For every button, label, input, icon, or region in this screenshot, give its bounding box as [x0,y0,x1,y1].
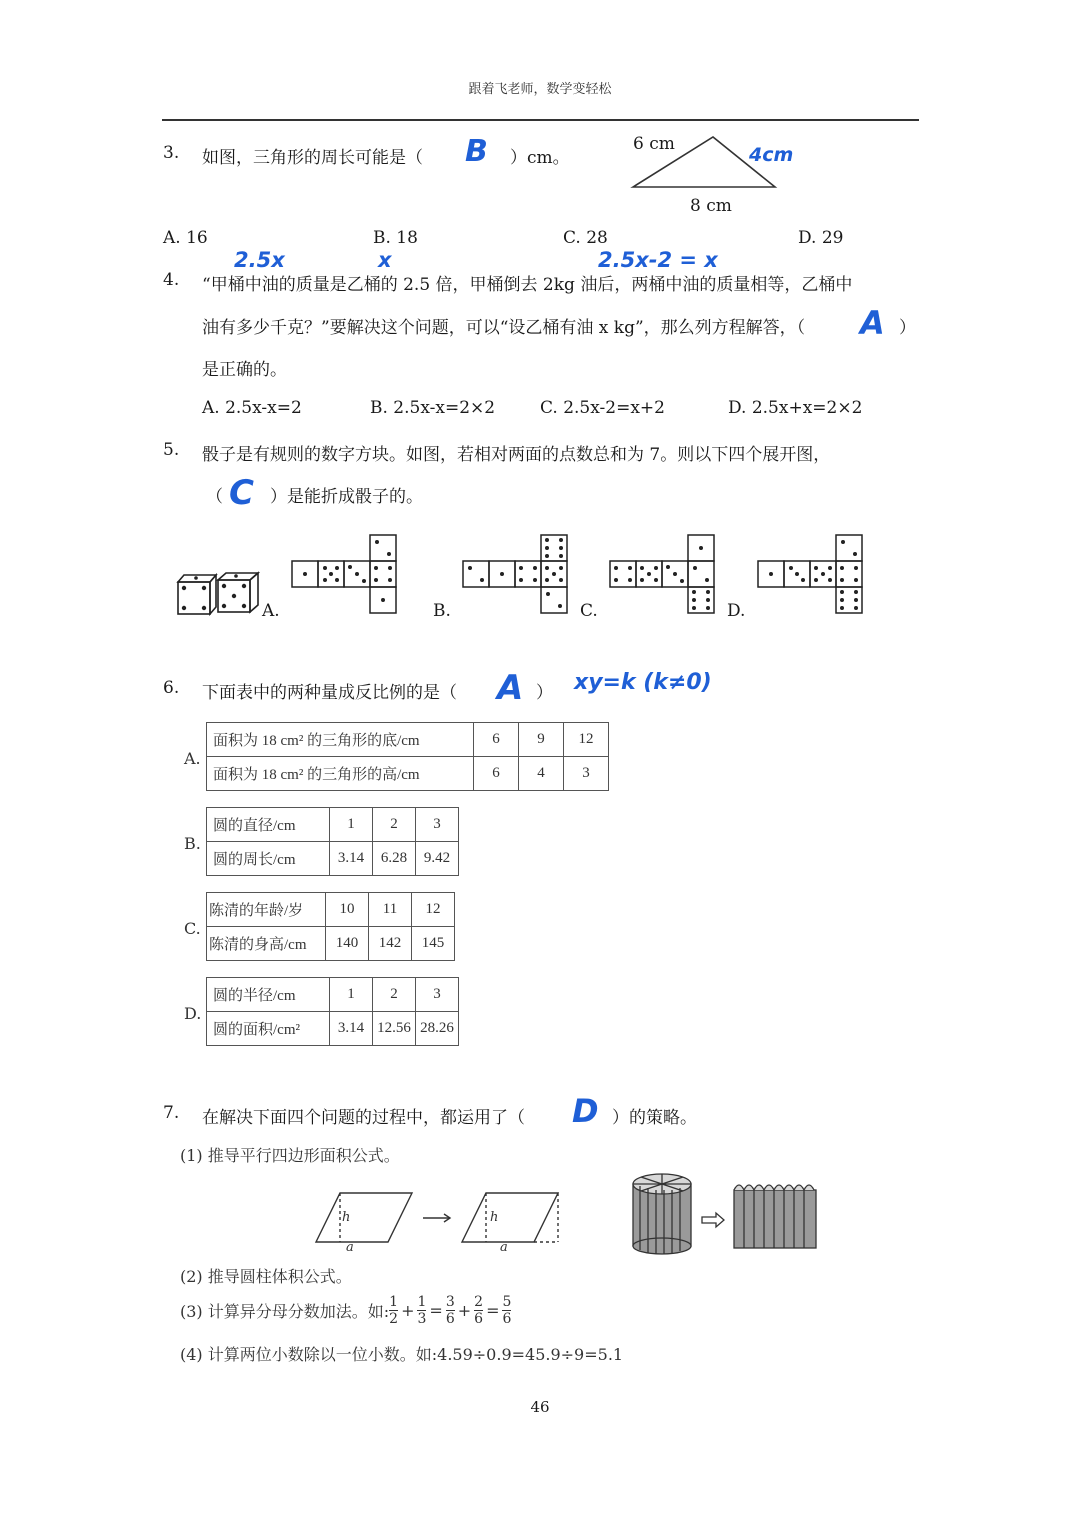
q3-option-b: B. 18 [373,228,418,248]
q5-option-b: B. [433,601,451,621]
fig-h-label-1: h [342,1210,351,1225]
fraction [474,1294,483,1327]
table-cell: 陈清的身高/cm [207,927,326,961]
table-row [207,757,609,791]
q6-table-a-label: A. [184,749,201,768]
table-cell: 圆的面积/cm² [207,1012,330,1046]
cylinder-figure [628,1168,823,1256]
table-cell: 3.14 [330,842,373,876]
table-cell: 12 [412,893,455,927]
q6-table-b [206,807,459,876]
table-cell: 面积为 18 cm² 的三角形的高/cm [207,757,474,791]
triangle-label-right: 4cm [749,144,794,166]
table-cell: 145 [412,927,455,961]
table-cell: 140 [326,927,369,961]
table-cell: 6.28 [373,842,416,876]
fraction [389,1294,398,1327]
q4-line1: “甲桶中油的质量是乙桶的 2.5 倍，甲桶倒去 2kg 油后，两桶中油的质量相等，乙桶中 [202,275,853,295]
q7-answer: D [572,1092,599,1130]
table-cell: 10 [326,893,369,927]
q4-option-c: C. 2.5x-2=x+2 [540,398,665,418]
q7-item4: (4) 计算两位小数除以一位小数。如:4.59÷0.9=45.9÷9=5.1 [180,1345,624,1364]
q4-note-3: 2.5x-2 = x [598,248,718,272]
q3-text-b: ）cm。 [510,148,570,168]
q5-line2-a: （ [206,487,223,507]
table-cell: 1 [330,978,373,1012]
table-cell: 3.14 [330,1012,373,1046]
table-cell: 9 [519,723,564,757]
q3-number: 3. [163,143,180,163]
table-cell: 2 [373,978,416,1012]
table-cell: 面积为 18 cm² 的三角形的底/cm [207,723,474,757]
table-row [207,1012,459,1046]
denominator: 6 [474,1311,484,1327]
q3-option-c: C. 28 [563,228,608,248]
table-cell: 2 [373,808,416,842]
q6-table-d-label: D. [184,1004,202,1023]
q6-table-c-label: C. [184,919,201,938]
numerator: 2 [474,1294,484,1310]
q7-item3-text: (3) 计算异分母分数加法。如: [180,1302,390,1321]
q4-note-2: x [378,248,392,272]
q4-option-b: B. 2.5x-x=2×2 [370,398,496,418]
denominator: 3 [417,1311,427,1327]
q6-text-b: ） [536,683,553,703]
numerator: 1 [389,1294,399,1310]
triangle-label-left: 6 cm [633,134,675,154]
page-number: 46 [530,1398,550,1416]
triangle-label-bottom: 8 cm [690,196,732,216]
numerator: 3 [445,1294,455,1310]
table-cell: 陈清的年龄/岁 [207,893,326,927]
table-row [207,978,459,1012]
table-cell: 11 [369,893,412,927]
denominator: 6 [502,1311,512,1327]
table-row [207,927,455,961]
q6-table-d [206,977,459,1046]
numerator: 5 [502,1294,512,1310]
numerator: 1 [417,1294,427,1310]
table-cell: 圆的半径/cm [207,978,330,1012]
table-row [207,893,455,927]
page-header: 跟着飞老师，数学变轻松 [468,82,612,97]
table-cell: 圆的直径/cm [207,808,330,842]
fraction [502,1294,511,1327]
q7-text-a: 在解决下面四个问题的过程中，都运用了（ [202,1108,525,1128]
table-cell: 9.42 [416,842,459,876]
q7-text-b: ）的策略。 [612,1108,697,1128]
plus-sign: + [401,1301,415,1320]
q4-line2-a: 油有多少千克？”要解决这个问题，可以“设乙桶有油 x kg”，那么列方程解答，（ [202,318,806,338]
q5-option-c: C. [580,601,598,621]
q6-answer: A [497,668,524,708]
equals-sign: = [429,1301,443,1320]
table-row [207,808,459,842]
fig-h-label-2: h [490,1210,499,1225]
q5-answer: C [229,473,254,513]
q6-table-b-label: B. [184,834,201,853]
table-cell: 1 [330,808,373,842]
q4-line2-b: ） [899,318,916,338]
q6-text-a: 下面表中的两种量成反比例的是（ [202,683,457,703]
q6-table-c [206,892,455,961]
q4-line3: 是正确的。 [202,360,287,380]
fraction [446,1294,455,1327]
table-cell: 12.56 [373,1012,416,1046]
fraction [417,1294,426,1327]
q3-option-d: D. 29 [798,228,844,248]
q3-answer: B [465,134,488,169]
q7-item2: (2) 推导圆柱体积公式。 [180,1267,352,1286]
table-cell: 142 [369,927,412,961]
q4-option-a: A. 2.5x-x=2 [202,398,302,418]
q7-item3 [180,1294,511,1327]
q3-option-a: A. 16 [163,228,208,248]
q5-line2-b: ）是能折成骰子的。 [270,487,423,507]
table-cell: 圆的周长/cm [207,842,330,876]
table-cell: 3 [416,808,459,842]
denominator: 2 [389,1311,399,1327]
table-cell: 6 [474,757,519,791]
q4-note-1: 2.5x [234,248,285,272]
table-cell: 28.26 [416,1012,459,1046]
q5-option-a: A. [262,601,280,621]
q7-item1: (1) 推导平行四边形面积公式。 [180,1146,400,1165]
q3-text-a: 如图，三角形的周长可能是（ [202,148,423,168]
q7-number: 7. [163,1103,180,1123]
table-cell: 6 [474,723,519,757]
q5-line1: 骰子是有规则的数字方块。如图，若相对两面的点数总和为 7。则以下四个展开图， [202,445,831,465]
equals-sign: = [486,1301,500,1320]
table-cell: 3 [416,978,459,1012]
q6-number: 6. [163,678,180,698]
denominator: 6 [445,1311,455,1327]
q5-number: 5. [163,440,180,460]
q4-answer: A [860,304,885,342]
table-cell: 12 [564,723,609,757]
q5-option-d: D. [727,601,746,621]
q4-number: 4. [163,270,180,290]
table-cell: 3 [564,757,609,791]
header-rule [162,119,919,121]
table-cell: 4 [519,757,564,791]
table-row [207,842,459,876]
q6-note: xy=k (k≠0) [574,670,712,695]
table-row [207,723,609,757]
plus-sign: + [457,1301,472,1320]
fig-a-label-2: a [500,1240,508,1255]
dice-pair-icon [178,573,258,614]
fig-a-label-1: a [346,1240,354,1255]
q4-option-d: D. 2.5x+x=2×2 [728,398,863,418]
q6-table-a [206,722,609,791]
